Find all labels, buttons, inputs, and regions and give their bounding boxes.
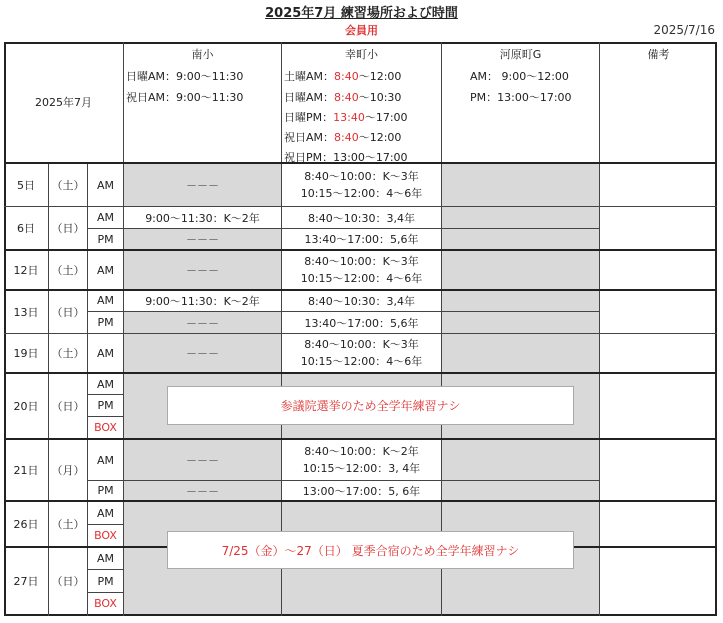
minami-hours-hol: 祝日AM：9:00～11:30 bbox=[126, 91, 244, 104]
saiwai-cell: 13:40～17:00：5,6年 bbox=[304, 316, 419, 330]
minami-cell: －－－ bbox=[186, 347, 219, 360]
dow-cell: （土） bbox=[51, 264, 85, 277]
col-notes: 備考 bbox=[647, 48, 670, 61]
saiwai-hours-hol-am: 祝日AM：8:40～12:00 bbox=[284, 131, 402, 144]
minami-cell: 9:00～11:30：K～2年 bbox=[145, 211, 260, 225]
saiwai-hours-hol-pm: 祝日PM：13:00～17:00 bbox=[284, 151, 408, 164]
col-saiwai: 幸町小 bbox=[345, 48, 378, 61]
period-cell: AM bbox=[96, 552, 114, 565]
period-cell: AM bbox=[96, 263, 114, 277]
saiwai-cell: 8:40～10:00：K～3年 10:15～12:00：4～6年 bbox=[300, 338, 423, 368]
dow-cell: （日） bbox=[51, 305, 85, 319]
saiwai-cell: 8:40～10:30：3,4年 bbox=[308, 211, 415, 225]
minami-cell: －－－ bbox=[186, 179, 219, 192]
saiwai-cell: 8:40～10:30：3,4年 bbox=[308, 294, 415, 308]
period-cell: PM bbox=[97, 399, 114, 412]
day-cell: 12日 bbox=[13, 264, 39, 277]
saiwai-cell: 8:40～10:00：K～2年 10:15～12:00：3, 4年 bbox=[302, 445, 421, 475]
period-cell: AM bbox=[96, 506, 114, 520]
minami-cell: 9:00～11:30：K～2年 bbox=[145, 294, 260, 308]
minami-cell: －－－ bbox=[186, 484, 219, 498]
kawara-hours-pm: PM：13:00～17:00 bbox=[470, 91, 572, 104]
dow-cell: （月） bbox=[51, 464, 85, 477]
minami-cell: －－－ bbox=[186, 454, 219, 467]
period-cell: PM bbox=[97, 232, 114, 246]
day-cell: 26日 bbox=[13, 518, 39, 531]
saiwai-cell: 13:40～17:00：5,6年 bbox=[304, 233, 419, 246]
period-cell: AM bbox=[96, 377, 114, 391]
saiwai-hours-sun-am: 日曜AM：8:40～10:30 bbox=[284, 91, 402, 104]
period-cell: AM bbox=[96, 346, 114, 360]
page-title: 2025年7月 練習場所および時間 bbox=[265, 6, 458, 21]
col-minami: 南小 bbox=[191, 48, 214, 61]
saiwai-hours-sun-pm: 日曜PM：13:40～17:00 bbox=[284, 111, 408, 124]
period-cell: PM bbox=[97, 484, 114, 497]
period-cell: AM bbox=[96, 178, 114, 192]
dow-cell: （土） bbox=[51, 347, 85, 360]
dow-cell: （土） bbox=[51, 179, 85, 192]
page-subtitle: 会員用 bbox=[345, 24, 378, 37]
period-cell: BOX bbox=[94, 421, 117, 434]
minami-cell: －－－ bbox=[186, 233, 219, 246]
kawara-hours-am: AM： 9:00～12:00 bbox=[470, 70, 569, 83]
saiwai-hours-sat-am: 土曜AM：8:40～12:00 bbox=[284, 70, 402, 83]
minami-hours-sun: 日曜AM：9:00～11:30 bbox=[126, 70, 244, 83]
dow-cell: （日） bbox=[51, 400, 85, 413]
minami-cell: －－－ bbox=[186, 316, 219, 330]
saiwai-cell: 13:00～17:00：5, 6年 bbox=[302, 484, 421, 498]
camp-notice: 7/25（金）～27（日） 夏季合宿のため全学年練習ナシ bbox=[167, 531, 574, 569]
issue-date: 2025/7/16 bbox=[653, 23, 715, 37]
election-notice: 参議院選挙のため全学年練習ナシ bbox=[167, 386, 574, 425]
period-cell: AM bbox=[96, 453, 114, 467]
col-kawara: 河原町G bbox=[499, 48, 542, 61]
dow-cell: （日） bbox=[51, 222, 85, 235]
period-cell: AM bbox=[96, 294, 114, 307]
day-cell: 27日 bbox=[13, 575, 39, 588]
dow-cell: （日） bbox=[51, 575, 85, 588]
month-label: 2025年7月 bbox=[35, 96, 92, 109]
saiwai-cell: 8:40～10:00：K～3年 10:15～12:00：4～6年 bbox=[300, 170, 423, 200]
day-cell: 6日 bbox=[17, 222, 35, 235]
day-cell: 5日 bbox=[17, 179, 35, 192]
day-cell: 19日 bbox=[13, 347, 39, 360]
period-cell: PM bbox=[97, 316, 114, 329]
minami-cell: －－－ bbox=[186, 264, 219, 277]
day-cell: 13日 bbox=[13, 305, 39, 319]
day-cell: 20日 bbox=[13, 400, 39, 413]
day-cell: 21日 bbox=[13, 464, 39, 477]
saiwai-cell: 8:40～10:00：K～3年 10:15～12:00：4～6年 bbox=[300, 255, 423, 285]
dow-cell: （土） bbox=[51, 518, 85, 531]
period-cell: BOX bbox=[94, 529, 117, 542]
period-cell: PM bbox=[97, 574, 114, 588]
period-cell: BOX bbox=[94, 597, 117, 610]
period-cell: AM bbox=[96, 211, 114, 224]
